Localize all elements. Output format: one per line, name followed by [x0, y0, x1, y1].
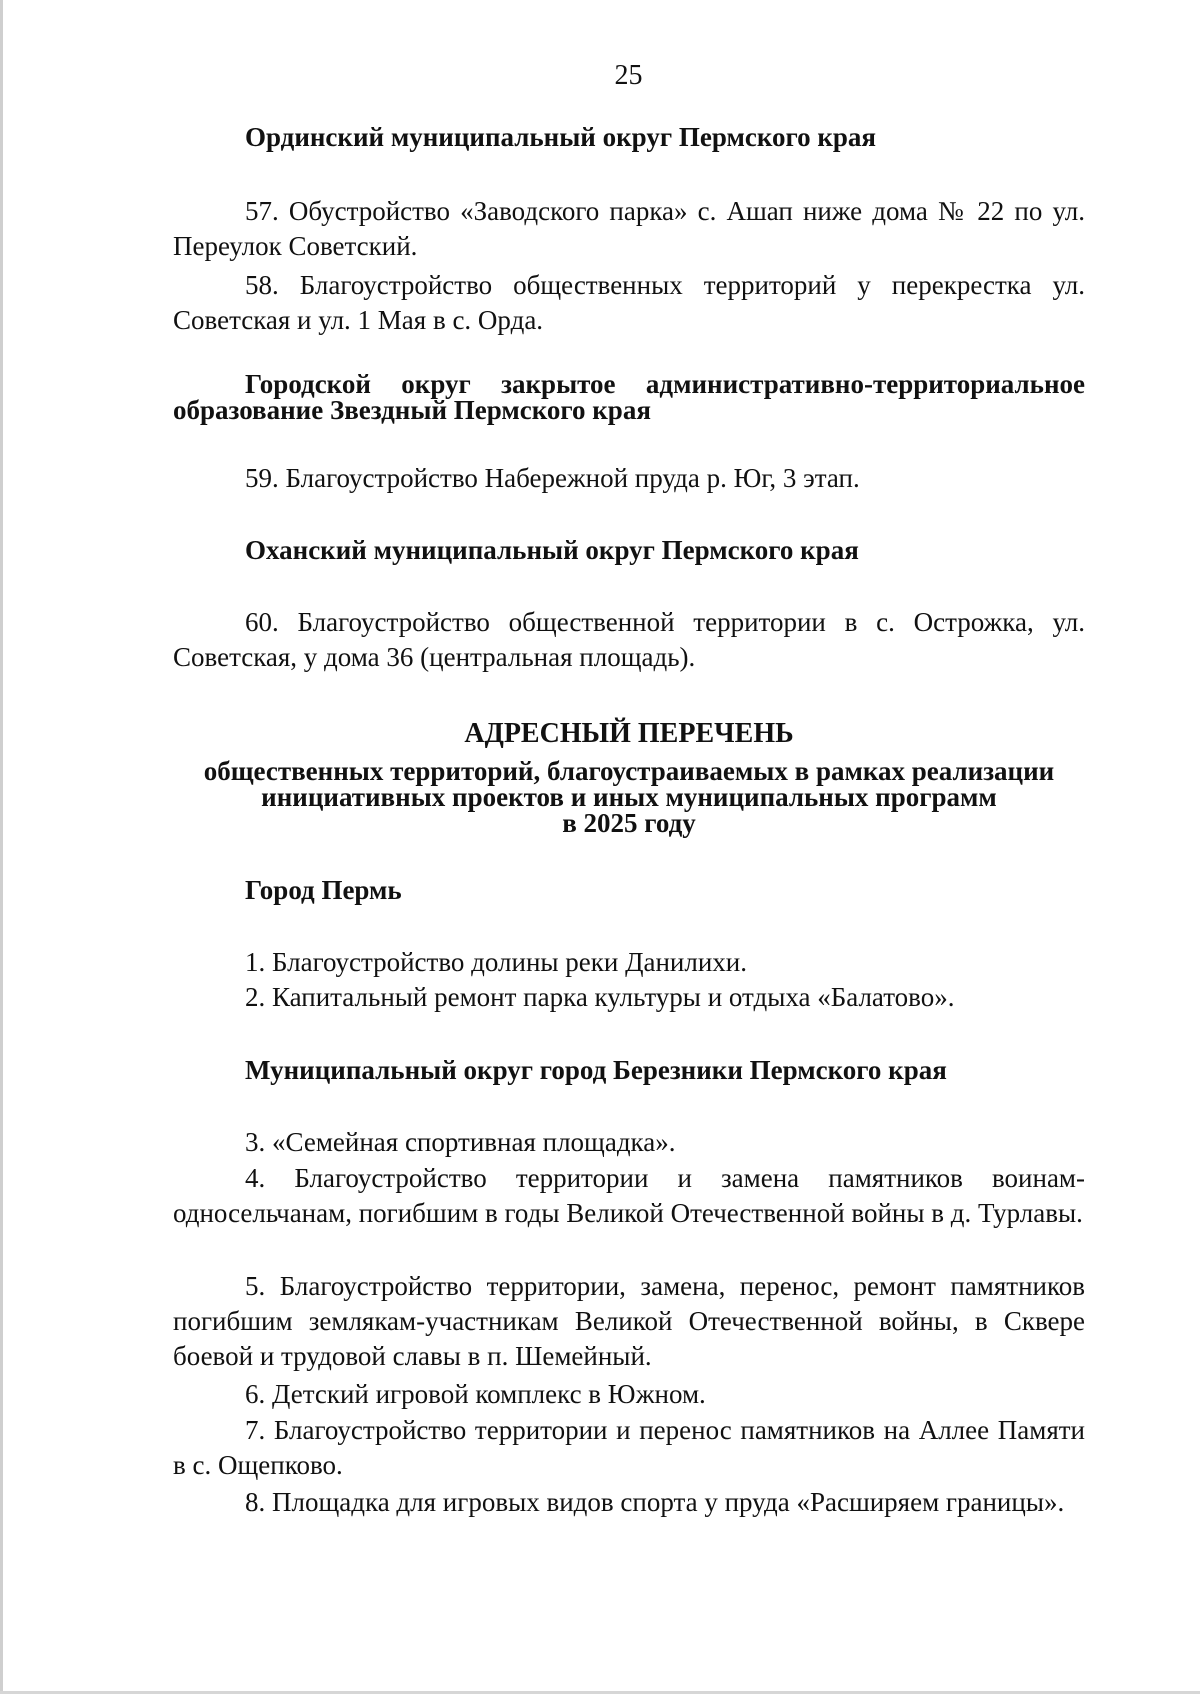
list-item-2: 2. Капитальный ремонт парка культуры и отдыха «Балатово». — [245, 982, 955, 1012]
page-number: 25 — [614, 60, 643, 91]
scan-edge — [0, 0, 3, 1694]
section-heading-okhansky: Оханский муниципальный округ Пермского края — [245, 535, 859, 565]
list-subtitle-line: общественных территорий, благоустраиваемых в рамках реализации — [203, 756, 1055, 786]
list-item-4: 4. Благоустройство территории и замена памятников воинам-односельчанам, погибшим в годы Великой Отечественной войны в д. Турлавы. — [173, 1163, 1085, 1228]
list-title: АДРЕСНЫЙ ПЕРЕЧЕНЬ — [464, 718, 794, 749]
list-item-1: 1. Благоустройство долины реки Данилихи. — [245, 947, 748, 977]
list-item-60: 60. Благоустройство общественной территории в с. Острожка, ул. Советская, у дома 36 (центральная площадь). — [173, 607, 1085, 672]
list-item-7: 7. Благоустройство территории и перенос памятников на Аллее Памяти в с. Ощепково. — [173, 1415, 1085, 1480]
section-heading-berezniki: Муниципальный округ город Березники Пермского края — [245, 1055, 947, 1085]
list-item-3: 3. «Семейная спортивная площадка». — [245, 1127, 676, 1157]
list-item-5: 5. Благоустройство территории, замена, перенос, ремонт памятников погибшим землякам-участникам Великой Отечественной войны, в Сквере боевой и трудовой славы в п. Шемейный. — [173, 1271, 1085, 1371]
list-subtitle-line: инициативных проектов и иных муниципальных программ — [261, 782, 997, 812]
section-heading-zvezdny: Городской округ закрытое административно-территориальное образование Звездный Пермского края — [173, 369, 1085, 425]
list-item-58: 58. Благоустройство общественных территорий у перекрестка ул. Советская и ул. 1 Мая в с. Орда. — [173, 270, 1085, 335]
list-subtitle — [173, 758, 1085, 836]
list-item-6: 6. Детский игровой комплекс в Южном. — [245, 1379, 706, 1409]
list-subtitle-line: в 2025 году — [562, 808, 696, 838]
list-item-57: 57. Обустройство «Заводского парка» с. Ашап ниже дома № 22 по ул. Переулок Советский. — [173, 196, 1085, 261]
list-item-59: 59. Благоустройство Набережной пруда р. Юг, 3 этап. — [245, 463, 860, 493]
section-heading-perm: Город Пермь — [245, 875, 402, 905]
list-item-8: 8. Площадка для игровых видов спорта у пруда «Расширяем границы». — [245, 1487, 1065, 1517]
section-heading-ordinsky: Ординский муниципальный округ Пермского края — [245, 122, 877, 152]
